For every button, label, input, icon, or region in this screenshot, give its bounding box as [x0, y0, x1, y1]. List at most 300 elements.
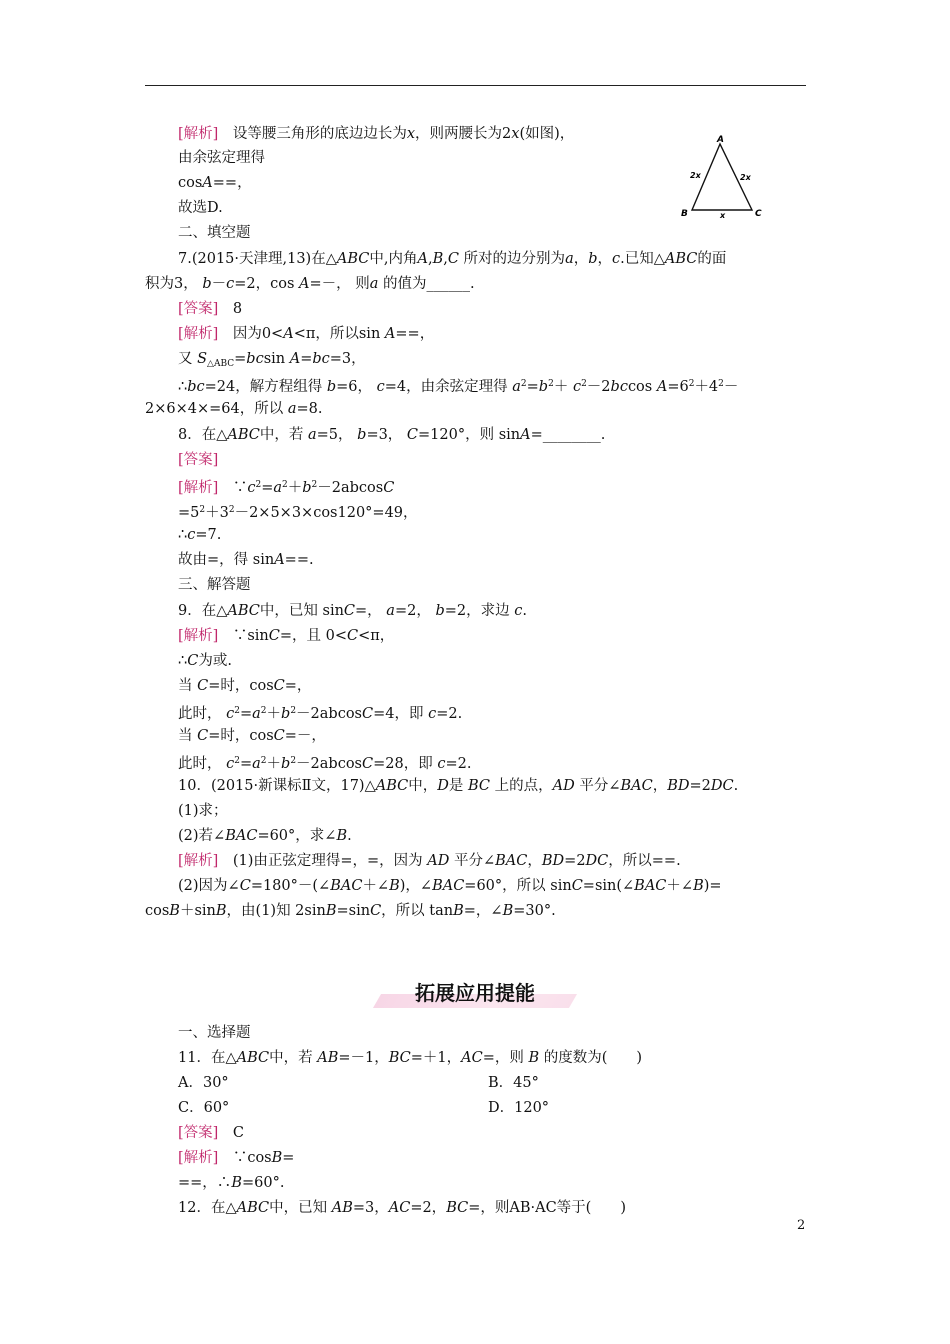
text-run: 2: [282, 480, 288, 490]
text-run: =6，: [336, 379, 377, 395]
text-run: DC: [710, 778, 734, 794]
text-run: =2，cos: [234, 276, 300, 292]
text-run: =3，: [329, 351, 366, 367]
text-run: c: [376, 379, 385, 395]
text-run: 为或.: [198, 653, 232, 669]
text-run: .: [347, 828, 352, 844]
text-run: C: [370, 903, 382, 919]
text-run: B: [453, 903, 464, 919]
text-run: =时，cos: [208, 678, 274, 694]
text-run: c: [572, 379, 582, 395]
text-run: bc: [610, 379, 628, 395]
text-run: BAC: [634, 878, 667, 894]
text-run: A: [384, 326, 396, 342]
text-line: [178, 374, 738, 397]
analysis-tag: [解析]: [178, 126, 219, 142]
text-line: [178, 349, 366, 374]
question-10: [178, 776, 738, 796]
text-run: ABC: [664, 251, 698, 267]
text-line: 故选D.: [178, 200, 223, 216]
text-run: 平分∠: [574, 778, 621, 794]
text-run: 2: [688, 379, 695, 389]
text-run: A: [283, 326, 294, 342]
answer-line: [178, 299, 242, 319]
text-line: [178, 651, 232, 671]
text-run: 设等腰三角形的底边边长为: [218, 126, 407, 142]
banner-title: 拓展应用提能: [415, 981, 535, 1005]
text-run: b: [435, 603, 445, 619]
analysis-line: [178, 475, 394, 498]
text-run: 2: [311, 480, 318, 490]
answer-tag: [答案]: [178, 452, 219, 468]
text-run: C: [343, 603, 356, 619]
text-line: [178, 550, 314, 570]
text-run: =，且 0<: [279, 628, 347, 644]
text-run: b: [538, 379, 549, 395]
text-run: BAC: [432, 878, 465, 894]
text-run: a: [287, 401, 297, 417]
text-run: A: [202, 175, 213, 191]
text-run: =24，解方程组得: [204, 379, 327, 395]
text-line: (1)求；: [178, 803, 228, 819]
text-run: －: [723, 379, 739, 395]
text-run: =，: [284, 678, 312, 694]
text-run: a: [386, 603, 395, 619]
vertex-label-c: C: [755, 209, 762, 219]
text-run: =，则: [482, 1050, 529, 1066]
text-run: C: [273, 728, 285, 744]
text-run: 2: [718, 379, 724, 389]
question-8: [178, 425, 605, 445]
text-run: BD: [541, 853, 565, 869]
text-run: 2: [548, 379, 554, 389]
text-run: 此时，: [178, 706, 227, 722]
text-run: B: [169, 903, 180, 919]
text-run: ,: [443, 251, 448, 267]
text-run: =60°，求∠: [257, 828, 337, 844]
section-heading: 三、解答题: [178, 577, 251, 593]
text-run: =2，求边: [444, 603, 515, 619]
text-run: =: [239, 706, 253, 722]
text-run: 2: [234, 706, 240, 716]
text-run: 中，已知 sin: [259, 603, 344, 619]
analysis-line: [178, 851, 681, 871]
text-run: 2: [290, 706, 297, 716]
text-run: .: [733, 778, 739, 794]
section-banner: [375, 978, 575, 1018]
text-run: 当: [178, 678, 198, 694]
text-run: =8.: [296, 401, 323, 417]
text-run: c: [428, 706, 437, 722]
text-run: C: [197, 728, 209, 744]
text-run: =: [300, 351, 313, 367]
text-run: =: [234, 351, 247, 367]
section-heading: 二、填空题: [178, 225, 251, 241]
text-run: ∵cos: [218, 1150, 272, 1166]
text-run: C: [347, 628, 359, 644]
text-run: 此时，: [178, 756, 227, 772]
side-label-bottom: x: [720, 211, 726, 220]
text-run: sin: [263, 351, 290, 367]
text-run: AB: [331, 1200, 353, 1216]
text-run: =________.: [530, 427, 606, 443]
text-run: B: [389, 878, 400, 894]
text-run: ＋: [266, 706, 282, 722]
text-run: =2.: [436, 706, 463, 722]
text-run: cos: [627, 379, 657, 395]
text-run: 2: [260, 756, 267, 766]
text-run: ，由(1)知 2sin: [226, 903, 326, 919]
text-run: B: [271, 1150, 283, 1166]
text-run: C: [197, 678, 209, 694]
text-run: x: [511, 126, 520, 142]
text-run: 2: [520, 379, 527, 389]
text-run: =，: [355, 603, 387, 619]
text-run: BC: [388, 1050, 411, 1066]
answer-tag: [答案]: [178, 1125, 219, 1141]
text-run: BAC: [225, 828, 258, 844]
text-line: [178, 173, 252, 193]
text-run: BAC: [330, 878, 363, 894]
text-run: =3，: [352, 1200, 389, 1216]
text-run: c: [226, 756, 235, 772]
text-run: ＋sin: [179, 903, 216, 919]
text-run: D: [437, 778, 449, 794]
text-run: 平分∠: [449, 853, 496, 869]
text-line: [178, 726, 326, 746]
text-run: C: [406, 427, 419, 443]
text-run: b: [357, 427, 367, 443]
text-run: －2abcos: [296, 756, 362, 772]
vertex-label-b: B: [681, 209, 688, 219]
text-run: C: [362, 706, 374, 722]
text-run: c: [226, 706, 235, 722]
text-run: ==.: [284, 552, 314, 568]
text-run: AD: [427, 853, 450, 869]
text-run: a: [308, 427, 317, 443]
text-run: BC: [446, 1200, 469, 1216]
text-run: 是: [448, 778, 468, 794]
text-run: a: [252, 706, 261, 722]
text-run: (2)若∠: [178, 828, 226, 844]
text-run: ，: [597, 251, 613, 267]
section-heading: 一、选择题: [178, 1025, 251, 1041]
analysis-tag: [解析]: [178, 1150, 219, 1166]
question-11: [178, 1048, 642, 1068]
text-run: ，所以 tan: [381, 903, 454, 919]
text-run: =60°，所以 sin: [464, 878, 572, 894]
text-run: =－，: [284, 728, 326, 744]
text-run: AC: [461, 1050, 483, 1066]
text-run: ，所以==.: [608, 853, 681, 869]
text-run: =: [239, 756, 253, 772]
text-run: )，∠: [399, 878, 433, 894]
text-run: =，∠: [463, 903, 503, 919]
text-run: =28，即: [373, 756, 438, 772]
answer-line: [178, 1123, 244, 1143]
text-run: AB: [317, 1050, 339, 1066]
text-run: b: [302, 480, 312, 496]
text-run: cos: [145, 903, 170, 919]
text-run: c: [514, 603, 523, 619]
text-run: 2: [290, 756, 297, 766]
option-a: A．30°: [178, 1075, 229, 1091]
text-run: ABC: [227, 427, 260, 443]
text-run: ，: [527, 853, 542, 869]
text-run: bc: [187, 379, 205, 395]
text-run: =7.: [195, 527, 222, 543]
text-line: [145, 399, 322, 419]
text-run: (2)因为∠: [178, 878, 240, 894]
text-run: －2: [586, 379, 611, 395]
text-run: B: [231, 1175, 242, 1191]
text-run: =－， 则: [309, 276, 370, 292]
text-run: ABC: [336, 251, 370, 267]
analysis-line: [178, 626, 394, 646]
text-run: AD: [552, 778, 575, 794]
text-run: 10．(2015·新课标Ⅱ文，17)△: [178, 778, 376, 794]
question-9: [178, 601, 527, 621]
answer-tag: [答案]: [178, 301, 219, 317]
text-run: 2×6×4×=64，所以: [145, 401, 288, 417]
text-run: =＋1，: [410, 1050, 462, 1066]
text-run: a: [273, 480, 282, 496]
option-b: B．45°: [488, 1075, 539, 1091]
text-run: ∴: [178, 527, 188, 543]
text-run: 的面: [697, 251, 727, 267]
text-run: 上的点，: [490, 778, 553, 794]
isosceles-triangle-figure: [672, 132, 772, 224]
text-run: －2abcos: [296, 706, 362, 722]
text-line: [178, 826, 352, 846]
text-run: C: [187, 653, 199, 669]
text-run: c: [247, 480, 256, 496]
text-run: =－1，: [338, 1050, 389, 1066]
text-run: =6: [667, 379, 689, 395]
text-run: ABC: [227, 603, 260, 619]
text-run: C: [268, 628, 280, 644]
text-run: S: [197, 351, 208, 367]
text-run: ABC: [236, 1050, 270, 1066]
text-run: =: [526, 379, 539, 395]
text-run: b: [202, 276, 212, 292]
text-line: [178, 525, 221, 545]
text-line: [178, 1173, 284, 1193]
text-run: B: [528, 1050, 540, 1066]
text-run: a: [512, 379, 521, 395]
text-run: ==，: [395, 326, 435, 342]
text-run: =5，: [316, 427, 358, 443]
text-run: A: [656, 379, 668, 395]
text-run: 11．在△: [178, 1050, 237, 1066]
text-run: .: [522, 603, 527, 619]
text-run: bc: [312, 351, 330, 367]
text-run: B: [336, 828, 348, 844]
header-rule: [145, 85, 806, 86]
text-run: 2: [234, 756, 240, 766]
analysis-tag: [解析]: [178, 480, 219, 496]
text-run: =3，: [366, 427, 407, 443]
text-run: =: [282, 1150, 295, 1166]
text-run: 2: [228, 505, 235, 515]
text-line: [178, 676, 311, 696]
text-run: 2: [260, 706, 267, 716]
text-run: 所对的边分别为: [458, 251, 566, 267]
text-run: c: [437, 756, 446, 772]
text-run: C: [218, 1125, 244, 1141]
text-run: b: [588, 251, 598, 267]
text-run: ABC: [236, 1200, 270, 1216]
text-run: ,: [427, 251, 433, 267]
text-run: =sin(∠: [582, 878, 635, 894]
text-run: a: [369, 276, 379, 292]
text-run: B: [325, 903, 337, 919]
text-run: ＋∠: [666, 878, 694, 894]
text-run: 2: [581, 379, 587, 389]
text-run: 9．在△: [178, 603, 228, 619]
text-run: ＋4: [694, 379, 719, 395]
analysis-tag: [解析]: [178, 628, 219, 644]
text-run: 的值为______.: [378, 276, 475, 292]
question-7-cont: [145, 274, 475, 294]
text-run: C: [362, 756, 374, 772]
question-7: [178, 249, 726, 269]
text-run: 因为0<: [218, 326, 284, 342]
text-run: C: [447, 251, 459, 267]
text-run: B: [693, 878, 704, 894]
text-run: 8: [218, 301, 243, 317]
text-run: 中,内角: [369, 251, 418, 267]
text-line: [145, 901, 556, 921]
text-run: =，则AB·AC等于( ): [468, 1200, 626, 1216]
text-run: －: [211, 276, 227, 292]
text-run: BD: [667, 778, 690, 794]
text-run: cos: [178, 175, 203, 191]
text-run: =4，由余弦定理得: [384, 379, 513, 395]
text-line: 由余弦定理得: [178, 150, 265, 166]
text-run: B: [432, 251, 444, 267]
text-run: =2，: [410, 1200, 447, 1216]
text-run: AC: [388, 1200, 411, 1216]
text-run: (1)由正弦定理得=，=，因为: [218, 853, 428, 869]
text-run: )=: [703, 878, 722, 894]
text-run: ∴: [178, 379, 188, 395]
text-run: DC: [585, 853, 609, 869]
text-run: =120°，则 sin: [418, 427, 521, 443]
text-run: ＋: [287, 480, 303, 496]
text-run: =4，即: [373, 706, 429, 722]
text-run: c: [612, 251, 621, 267]
text-run: 积为3，: [145, 276, 203, 292]
text-run: C: [239, 878, 251, 894]
analysis-tag: [解析]: [178, 326, 219, 342]
text-line: [178, 751, 471, 774]
text-run: A: [520, 427, 531, 443]
text-run: 2: [199, 505, 206, 515]
text-run: BAC: [620, 778, 653, 794]
text-run: <π，: [358, 628, 395, 644]
text-run: A: [417, 251, 428, 267]
text-run: 中，: [408, 778, 438, 794]
text-run: C: [383, 480, 395, 496]
text-line: [178, 701, 462, 724]
text-run: △ABC: [207, 359, 235, 369]
text-run: B: [502, 903, 514, 919]
text-run: 2: [255, 480, 262, 490]
text-run: (如图)，: [519, 126, 575, 142]
text-run: ，则两腰长为2: [415, 126, 512, 142]
text-run: a: [565, 251, 574, 267]
text-run: <π，所以sin: [293, 326, 385, 342]
text-run: =时，cos: [208, 728, 274, 744]
text-run: b: [281, 706, 291, 722]
text-run: =: [261, 480, 274, 496]
text-run: ，: [652, 778, 668, 794]
text-line: [178, 876, 722, 896]
text-run: －2abcos: [317, 480, 384, 496]
option-d: D．120°: [488, 1100, 550, 1116]
text-run: bc: [246, 351, 264, 367]
text-run: =180°－(∠: [250, 878, 331, 894]
text-run: =60°.: [241, 1175, 285, 1191]
text-run: =30°.: [513, 903, 556, 919]
text-run: c: [226, 276, 235, 292]
text-run: c: [187, 527, 196, 543]
text-run: ABC: [375, 778, 409, 794]
side-label-left: 2x: [690, 171, 701, 180]
text-run: ＋: [266, 756, 282, 772]
text-run: 又: [178, 351, 198, 367]
vertex-label-a: A: [717, 135, 724, 145]
text-run: 8．在△: [178, 427, 228, 443]
text-run: 的度数为( ): [539, 1050, 643, 1066]
text-run: x: [406, 126, 416, 142]
text-run: 7.(2015·天津理,13)在△: [178, 251, 337, 267]
text-run: C: [571, 878, 583, 894]
analysis-line: [178, 324, 434, 344]
text-run: C: [273, 678, 285, 694]
side-label-right: 2x: [740, 173, 751, 182]
text-run: BC: [467, 778, 491, 794]
text-run: =2，: [394, 603, 436, 619]
text-run: ＋3: [205, 505, 229, 521]
text-run: 中，若: [259, 427, 308, 443]
text-run: a: [252, 756, 261, 772]
text-run: ，: [573, 251, 589, 267]
analysis-line: [178, 1148, 294, 1168]
text-run: 中，已知: [269, 1200, 332, 1216]
text-run: 当: [178, 728, 198, 744]
text-run: A: [274, 552, 285, 568]
text-run: ＋∠: [362, 878, 390, 894]
analysis-tag: [解析]: [178, 853, 219, 869]
text-run: 故由=，得 sin: [178, 552, 275, 568]
analysis-line: [178, 124, 574, 144]
text-run: ＋: [553, 379, 573, 395]
text-run: A: [299, 276, 310, 292]
text-run: =2: [564, 853, 586, 869]
text-run: =2: [689, 778, 711, 794]
text-run: 12．在△: [178, 1200, 237, 1216]
text-run: A: [289, 351, 301, 367]
option-c: C．60°: [178, 1100, 230, 1116]
text-run: b: [281, 756, 291, 772]
text-run: .已知△: [620, 251, 665, 267]
text-run: BAC: [495, 853, 528, 869]
text-run: =sin: [336, 903, 371, 919]
text-run: 中，若: [269, 1050, 318, 1066]
text-run: －2×5×3×cos120°=49，: [234, 505, 418, 521]
